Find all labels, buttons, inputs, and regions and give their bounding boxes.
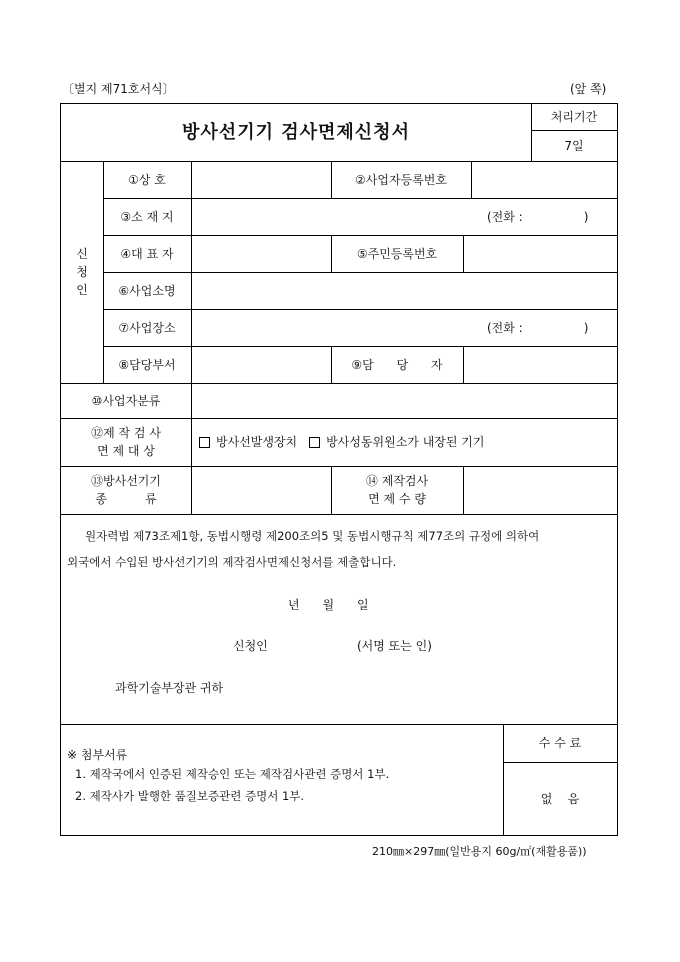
department-label: ⑧담당부서	[118, 357, 176, 372]
person-label: ⑨담 당 자	[351, 357, 443, 372]
office-location-value[interactable]	[191, 309, 487, 346]
option1-checkbox[interactable]	[199, 437, 210, 448]
form-number: 〔별지 제71호서식〕	[62, 82, 175, 96]
statement-line2: 외국에서 수입된 방사선기기의 제작검사면제신청서를 제출합니다.	[67, 555, 397, 569]
exempt-qty-value[interactable]	[463, 466, 617, 514]
exempt-target-line2: 면 제 대 상	[97, 444, 155, 458]
exempt-target-options	[199, 418, 617, 466]
option1-label: 방사선발생장치	[216, 435, 298, 449]
statement-line1: 원자력법 제73조제1항, 동법시행령 제200조의5 및 동법시행규칙 제77조의 규정에 의하여	[85, 529, 540, 543]
company-label: ①상 호	[128, 172, 166, 187]
applicant-char-2: 청	[76, 265, 88, 279]
representative-label: ④대 표 자	[120, 246, 174, 261]
exempt-target-label	[61, 418, 191, 466]
classification-label: ⑩사업자분류	[91, 393, 161, 408]
processing-period-value: 7일	[564, 138, 584, 153]
resident-reg-value[interactable]	[463, 235, 617, 272]
person-value[interactable]	[463, 346, 617, 383]
address-phone: (전화 : )	[487, 209, 589, 224]
exempt-qty-line2: 면 제 수 량	[368, 492, 426, 506]
attachment-item-2: 2. 제작사가 발행한 품질보증관련 증명서 1부.	[75, 789, 305, 803]
exempt-qty-line1: ⑭ 제작검사	[365, 474, 429, 488]
fee-value: 없 음	[540, 791, 580, 806]
exempt-target-line1: ⑫제 작 검 사	[91, 426, 161, 440]
attachment-item-1: 1. 제작국에서 인증된 제작승인 또는 제작검사관련 증명서 1부.	[75, 767, 390, 781]
exempt-qty-label	[331, 466, 463, 514]
device-type-label	[61, 466, 191, 514]
applicant-char-3: 인	[76, 283, 88, 297]
business-reg-value[interactable]	[471, 161, 617, 198]
device-type-value[interactable]	[191, 466, 331, 514]
classification-value[interactable]	[191, 383, 617, 418]
company-value[interactable]	[191, 161, 331, 198]
office-phone: (전화 : )	[487, 320, 589, 335]
option2-checkbox[interactable]	[309, 437, 320, 448]
date-line: 년 월 일	[288, 598, 369, 612]
business-reg-label: ②사업자등록번호	[355, 172, 447, 187]
application-form	[60, 103, 618, 836]
page-side: (앞 쪽)	[570, 82, 607, 96]
attachments-title: ※ 첨부서류	[67, 748, 128, 762]
resident-reg-label: ⑤주민등록번호	[356, 246, 438, 261]
device-type-line1: ⑬방사선기기	[91, 474, 161, 488]
fee-label: 수 수 료	[538, 736, 582, 750]
applicant-char-1: 신	[76, 247, 88, 261]
paper-spec: 210㎜×297㎜(일반용지 60g/㎡(재활용품))	[372, 845, 587, 858]
address-value[interactable]	[191, 198, 487, 235]
department-value[interactable]	[191, 346, 331, 383]
option2-label: 방사성동위원소가 내장된 기기	[326, 435, 485, 449]
applicant-section-label	[61, 161, 103, 383]
signature-line: (서명 또는 인)	[357, 639, 432, 653]
processing-period-label: 처리기간	[550, 110, 598, 124]
office-name-label: ⑥사업소명	[118, 283, 176, 298]
address-label: ③소 재 지	[120, 209, 174, 224]
device-type-line2: 종 류	[95, 492, 157, 506]
office-location-label: ⑦사업장소	[118, 320, 176, 335]
applicant-line: 신청인	[233, 639, 268, 653]
representative-value[interactable]	[191, 235, 331, 272]
form-title: 방사선기기 검사면제신청서	[182, 122, 410, 143]
addressee: 과학기술부장관 귀하	[115, 681, 224, 695]
office-name-value[interactable]	[191, 272, 617, 309]
